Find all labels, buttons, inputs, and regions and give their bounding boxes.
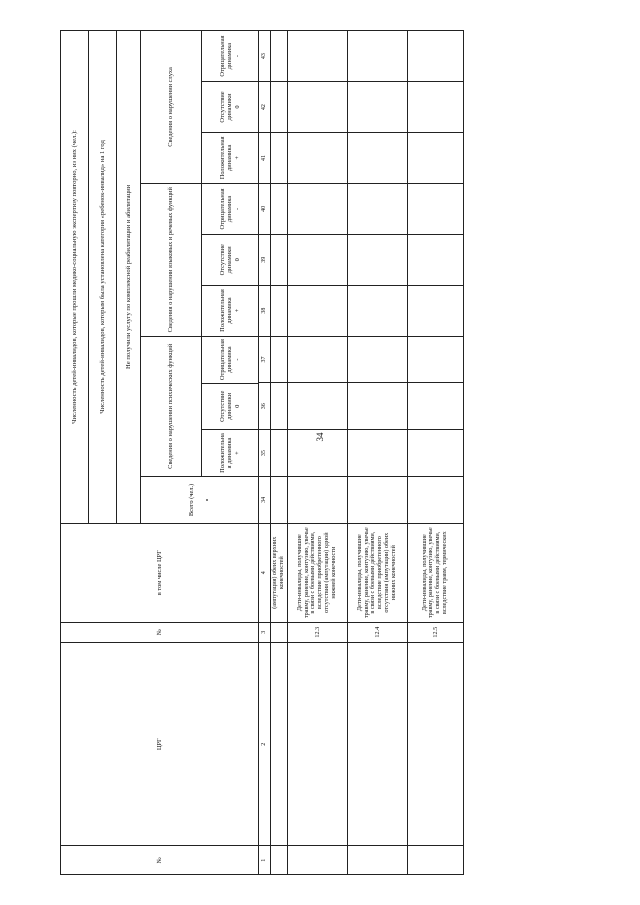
column-number-row <box>259 31 271 875</box>
psychic-negative: Отрицательная динамика - <box>219 339 241 381</box>
psychic-positive: Положительная динамика + <box>202 430 258 476</box>
header-included-cpg: в том числе ЦРГ <box>61 523 259 622</box>
group-hearing <box>141 31 259 184</box>
column-number: 43 <box>259 31 271 82</box>
hearing-positive: Положительная динамика + <box>202 132 258 183</box>
header-not-received-title: Не получили услугу по комплексной реабилитации и абилитации <box>117 31 141 524</box>
column-number: 37 <box>259 336 271 383</box>
row-category: Дети-инвалиды, получившие травму, ранение, контузию, увечье в связи с боевыми действиями, вследствие приобретенного отсутствия (ампутации) обеих нижних конечностей <box>347 523 407 622</box>
row-category: Дети-инвалиды, получившие травму, ранение, контузию, увечье в связи с боевыми действиями, вследствие травм, термических <box>407 523 463 622</box>
language-negative: Отрицательная динамика - <box>219 188 241 230</box>
column-number: 36 <box>259 383 271 430</box>
row-category: (ампутация) обеих верхних конечностей <box>271 523 288 622</box>
header-total <box>141 477 259 524</box>
column-number: 41 <box>259 133 271 184</box>
column-number: 4 <box>259 523 271 622</box>
group-language-title: Сведения о нарушении языковых и речевых функций <box>141 184 202 336</box>
column-number: 35 <box>259 430 271 477</box>
column-number: 38 <box>259 285 271 336</box>
header-number-2: № <box>61 622 259 642</box>
language-absent: Отсутствие динамики 0 <box>202 234 258 285</box>
row-number: 12.4 <box>347 622 407 642</box>
column-number: 42 <box>259 82 271 133</box>
column-number: 3 <box>259 622 271 642</box>
table-row <box>347 31 407 875</box>
hearing-absent: Отсутствие динамики 0 <box>202 82 258 133</box>
column-number: 1 <box>259 846 271 875</box>
column-number: 39 <box>259 234 271 285</box>
row-number <box>271 622 288 642</box>
column-number: 2 <box>259 642 271 846</box>
column-number: 40 <box>259 183 271 234</box>
header-category-title: Численность детей-инвалидов, которым была установлена категория «ребенок-инвалид» на 1 год <box>89 31 117 524</box>
header-number: № <box>61 846 259 875</box>
group-language <box>141 183 259 336</box>
row-number: 12.5 <box>407 622 463 642</box>
psychic-absent: Отсутствие динамики 0 <box>202 383 258 429</box>
language-positive: Положительная динамика + <box>202 285 258 336</box>
page-number: 34 <box>315 432 325 442</box>
row-number: 12.3 <box>287 622 347 642</box>
dot-mark <box>206 499 208 501</box>
header-count-title: Численность детей-инвалидов, которые прошли медико-социальную экспертизу повторно, из них (чел.): <box>61 31 89 524</box>
hearing-negative: Отрицательная динамика - <box>219 35 241 77</box>
header-cpg: ЦРГ <box>61 642 259 846</box>
group-psychic-title: Сведения о нарушении психических функций <box>141 337 202 476</box>
row-category: Дети-инвалиды, получившие травму, ранение, контузию, увечье в связи с боевыми действиями, вследствие приобретенного отсутствия (ампутации) одной нижней конечности <box>287 523 347 622</box>
group-hearing-title: Сведения о нарушении слуха <box>141 31 202 183</box>
report-table <box>60 30 464 875</box>
table-row <box>271 31 288 875</box>
header-total-label: Всего (чел.) <box>188 483 196 517</box>
column-number: 34 <box>259 477 271 524</box>
table-row <box>407 31 463 875</box>
table-row <box>287 31 347 875</box>
rotated-report <box>60 30 460 875</box>
group-psychic <box>141 336 259 476</box>
